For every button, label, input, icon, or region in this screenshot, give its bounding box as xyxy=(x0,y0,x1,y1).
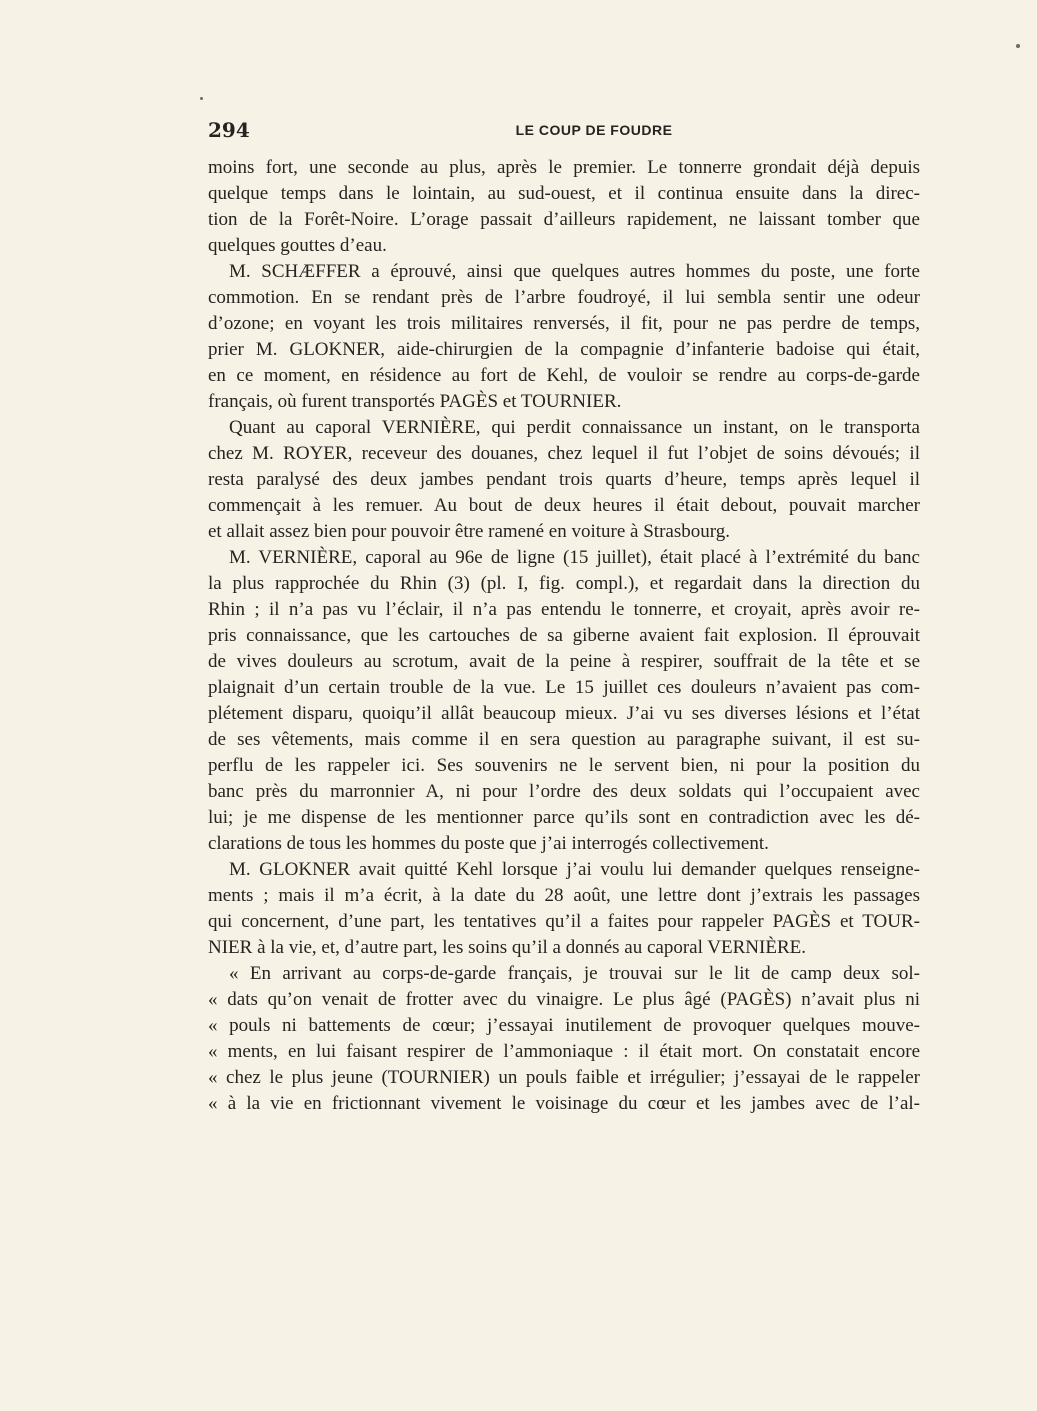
text-line: en ce moment, en résidence au fort de Kehl, de vouloir se rendre au corps-de-garde xyxy=(208,365,920,386)
text-line: NIER à la vie, et, d’autre part, les soins qu’il a donnés au caporal VERNIÈRE. xyxy=(208,937,806,958)
text-line: « ments, en lui faisant respirer de l’ammoniaque : il était mort. On constatait encore xyxy=(208,1041,920,1062)
text-line: « dats qu’on venait de frotter avec du vinaigre. Le plus âgé (PAGÈS) n’avait plus ni xyxy=(208,989,920,1010)
page-number: 294 xyxy=(208,118,250,142)
text-line: banc près du marronnier A, ni pour l’ordre des deux soldats qui l’occupaient avec xyxy=(208,781,920,802)
text-line: plétement disparu, quoiqu’il allât beaucoup mieux. J’ai vu ses diverses lésions et l’état xyxy=(208,703,920,724)
text-line: quelques gouttes d’eau. xyxy=(208,235,387,256)
text-line: commençait à les remuer. Au bout de deux heures il était debout, pouvait marcher xyxy=(208,495,920,516)
speck-mark xyxy=(200,97,203,100)
text-line: quelque temps dans le lointain, au sud-ouest, et il continua ensuite dans la direc- xyxy=(208,183,920,204)
text-line: moins fort, une seconde au plus, après le premier. Le tonnerre grondait déjà depuis xyxy=(208,157,920,178)
text-line: perflu de les rappeler ici. Ses souvenirs ne le servent bien, ni pour la position du xyxy=(208,755,920,776)
text-line: M. GLOKNER avait quitté Kehl lorsque j’ai voulu lui demander quelques renseigne- xyxy=(229,859,920,880)
text-line: lui; je me dispense de les mentionner parce qu’ils sont en contradiction avec les dé- xyxy=(208,807,920,828)
running-title: LE COUP DE FOUDRE xyxy=(515,122,673,138)
text-line: commotion. En se rendant près de l’arbre foudroyé, il lui sembla sentir une odeur xyxy=(208,287,920,308)
text-line: « chez le plus jeune (TOURNIER) un pouls faible et irrégulier; j’essayai de le rappeler xyxy=(208,1067,920,1088)
text-line: plaignait d’un certain trouble de la vue. Le 15 juillet ces douleurs n’avaient pas com- xyxy=(208,677,920,698)
page-header xyxy=(208,118,920,144)
text-line: tion de la Forêt-Noire. L’orage passait d’ailleurs rapidement, ne laissant tomber que xyxy=(208,209,920,230)
text-line: prier M. GLOKNER, aide-chirurgien de la compagnie d’infanterie badoise qui était, xyxy=(208,339,920,360)
text-line: clarations de tous les hommes du poste que j’ai interrogés collectivement. xyxy=(208,833,769,854)
text-line: de ses vêtements, mais comme il en sera question au paragraphe suivant, il est su- xyxy=(208,729,920,750)
text-line: M. VERNIÈRE, caporal au 96e de ligne (15 juillet), était placé à l’extrémité du banc xyxy=(229,547,920,568)
text-line: « pouls ni battements de cœur; j’essayai inutilement de provoquer quelques mouve- xyxy=(208,1015,920,1036)
text-line: Quant au caporal VERNIÈRE, qui perdit connaissance un instant, on le transporta xyxy=(229,417,920,438)
text-line: d’ozone; en voyant les trois militaires renversés, il fit, pour ne pas perdre de temps, xyxy=(208,313,920,334)
text-line: M. SCHÆFFER a éprouvé, ainsi que quelques autres hommes du poste, une forte xyxy=(229,261,920,282)
text-line: et allait assez bien pour pouvoir être ramené en voiture à Strasbourg. xyxy=(208,521,730,542)
text-line: la plus rapprochée du Rhin (3) (pl. I, fig. compl.), et regardait dans la direction du xyxy=(208,573,920,594)
text-line: chez M. ROYER, receveur des douanes, chez lequel il fut l’objet de soins dévoués; il xyxy=(208,443,920,464)
text-line: de vives douleurs au scrotum, avait de la peine à respirer, souffrait de la tête et se xyxy=(208,651,920,672)
text-line: « En arrivant au corps-de-garde français, je trouvai sur le lit de camp deux sol- xyxy=(229,963,920,984)
text-line: Rhin ; il n’a pas vu l’éclair, il n’a pas entendu le tonnerre, et croyait, après avoir re- xyxy=(208,599,920,620)
body-text xyxy=(208,155,920,1117)
text-line: français, où furent transportés PAGÈS et TOURNIER. xyxy=(208,391,622,412)
text-line: resta paralysé des deux jambes pendant trois quarts d’heure, temps après lequel il xyxy=(208,469,920,490)
text-line: pris connaissance, que les cartouches de sa giberne avaient fait explosion. Il éprouvait xyxy=(208,625,920,646)
text-line: qui concernent, d’une part, les tentatives qu’il a faites pour rappeler PAGÈS et TOUR- xyxy=(208,911,920,932)
speck-mark xyxy=(1016,44,1020,48)
text-line: ments ; mais il m’a écrit, à la date du 28 août, une lettre dont j’extrais les passages xyxy=(208,885,920,906)
text-line: « à la vie en frictionnant vivement le voisinage du cœur et les jambes avec de l’al- xyxy=(208,1093,920,1114)
